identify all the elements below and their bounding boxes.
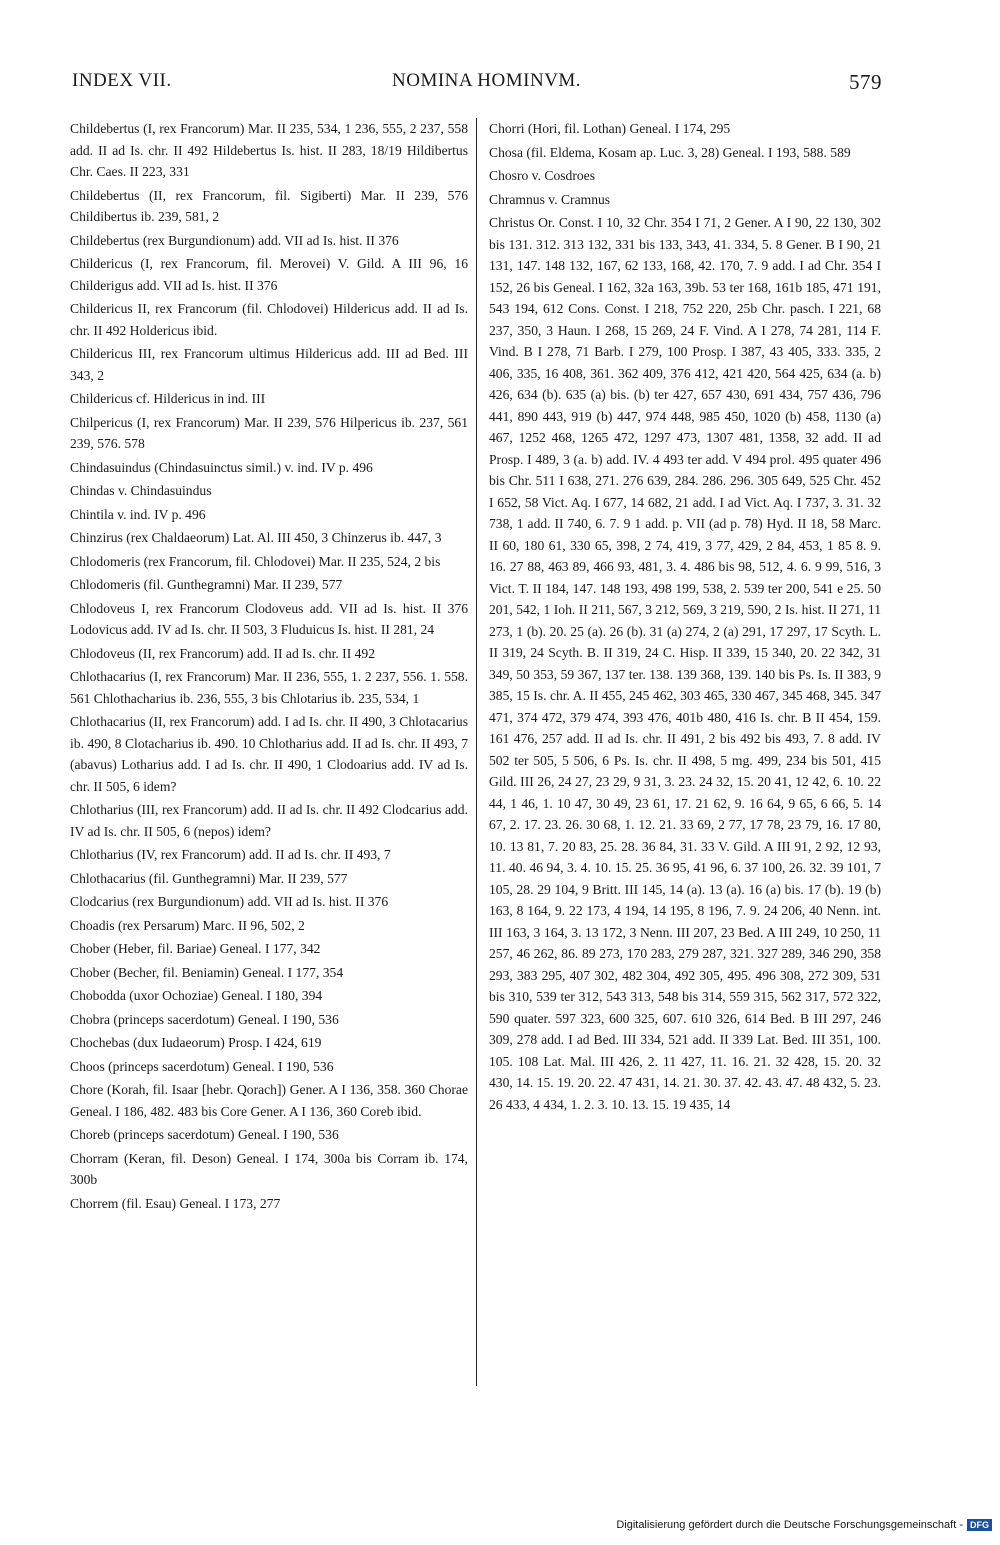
index-entry: Childericus cf. Hildericus in ind. III <box>70 391 266 406</box>
index-entry: Choadis (rex Persarum) Marc. II 96, 502, 2 <box>70 917 305 933</box>
footer <box>616 1519 992 1531</box>
index-entry: Chlodomeris (fil. Gunthegramni) Mar. II 239, 577 <box>70 577 343 592</box>
index-entry: Choreb (princeps sacerdotum) Geneal. I 190, 536 <box>70 1127 339 1142</box>
index-entry: Chorrem (fil. Esau) Geneal. I 173, 277 <box>70 1195 281 1211</box>
index-entry: Chlodomeris (rex Francorum, fil. Chlodovei) Mar. II 235, 524, 2 bis <box>70 553 441 569</box>
index-entry: Chindas v. Chindasuindus <box>70 483 212 498</box>
index-entry: Chochebas (dux Iudaeorum) Prosp. I 424, 619 <box>70 1035 322 1050</box>
index-entry: Chlothacarius (II, rex Francorum) add. I ad Is. chr. II 490, 3 Chlotacarius ib. 490, 8 Clotacharius ib. 490. 10 Chlotharius add. II ad Is. chr. II 493, 7 (abavus) Lotharius add. I ad Is. chr. II 490, 1 Clodoarius add. IV ad Is. chr. II 505, 6 idem? <box>70 714 468 794</box>
right-column <box>489 118 881 1117</box>
index-entry: Childebertus (II, rex Francorum, fil. Sigiberti) Mar. II 239, 576 Childibertus ib. 239, 581, 2 <box>70 187 468 224</box>
footer-credit: Digitalisierung gefördert durch die Deutsche Forschungsgemeinschaft - <box>616 1519 963 1531</box>
index-entry: Chobodda (uxor Ochoziae) Geneal. I 180, 394 <box>70 988 323 1003</box>
index-entry: Christus Or. Const. I 10, 32 Chr. 354 I 71, 2 Gener. A I 90, 22 130, 302 bis 131. 312. 313 132, 331 bis 133, 343, 41. 334, 5. 8 Gener. B I 90, 21 131, 147. 148 132, 167, 62 133, 168, 42. 170, 7. 9 add. I ad Chr. 354 I 152, 26 bis Geneal. I 162, 32a 163, 39b. 53 ter 168, 161b 185, 471 191, 543 194, 612 Cons. Const. I 218, 752 220, 25b Chr. pasch. I 221, 68 237, 350, 3 Haun. I 268, 15 269, 24 F. Vind. A I 278, 74 281, 114 F. Vind. B I 278, 71 Barb. I 279, 100 Prosp. I 387, 43 405, 333. 335, 2 406, 335, 16 408, 361. 362 409, 376 412, 421 420, 564 425, 634 (a. b) 426, 634 (b). 635 (a) bis. (b) ter 427, 657 430, 691 434, 757 436, 796 441, 890 443, 919 (b) 447, 974 448, 985 450, 1020 (b) 458, 1130 (a) 467, 1252 468, 1265 472, 1297 473, 1307 481, 1358, 32 add. II ad Prosp. I 489, 3 (a. b) add. IV. 4 493 ter add. V 494 prol. 495 quater 496 bis Chr. 511 I 638, 271. 276 639, 284. 286. 296. 305 649, 525 Chr. 452 I 652, 58 Vict. Aq. I 677, 14 682, 21 add. I ad Vict. Aq. I 737, 3. 31. 32 738, 1 add. II 740, 6. 7. 9 1 add. p. VII (ad p. 78) Hyd. II 18, 58 Marc. II 60, 180 61, 330 65, 398, 2 74, 419, 3 77, 429, 2 84, 453, 1 85 8. 9. 16. 27 88, 463 89, 466 93, 481, 3. 4. 486 bis 98, 512, 4. 6. 9 99, 516, 3 Vict. T. II 184, 147. 148 193, 498 199, 538, 2. 539 ter 200, 541 e 25. 50 201, 542, 1 Ioh. II 211, 567, 3 212, 569, 3 219, 590, 2 Is. hist. II 271, 11 273, 1 (b). 20. 25 (a). 26 (b). 31 (a) 274, 2 (a) 291, 17 297, 17 Scyth. L. II 319, 24 Scyth. B. II 319, 24 C. Hisp. II 339, 15 340, 20. 22 342, 31 349, 50 353, 59 367, 137 ter. 138. 139 368, 139. 140 bis Ps. Is. II 383, 9 385, 15 Is. chr. A. II 455, 245 462, 303 465, 330 467, 345 468, 345. 347 471, 374 472, 379 474, 393 476, 401b 480, 416 Is. chr. B II 454, 159. 161 476, 257 add. II ad Is. chr. II 491, 2 bis 492 bis 493, 7. 8 add. IV 502 ter 505, 5 506, 6 Ps. Is. chr. II 498, 5 mg. 499, 234 bis 501, 415 Gild. III 26, 24 27, 23 29, 9 31, 3. 23. 24 32, 15. 20 41, 12 42, 6. 10. 22 44, 1 46, 1. 10 47, 30 49, 23 61, 17. 21 62, 9. 16 64, 9 65, 6 66, 5. 14 67, 2. 17. 23. 26. 30 68, 1. 12. 21. 33 69, 2 77, 17 78, 23 79, 16. 17 80, 10. 13 81, 7. 20 83, 25. 28. 36 84, 31. 33 V. Gild. A III 91, 2 92, 12 93, 11. 40. 46 94, 3. 4. 10. 15. 25. 36 95, 41 96, 6. 37 100, 26. 32. 39 101, 7 105, 28. 29 104, 9 Britt. III 145, 14 (a). 13 (a). 16 (a) bis. 17 (b). 19 (b) 163, 8 164, 9. 22 173, 4 194, 14 195, 8 196, 7. 9. 24 206, 40 Nenn. int. III 163, 3 164, 3. 13 172, 3 Nenn. III 207, 23 Bed. A III 249, 10 250, 11 257, 46 262, 86. 89 273, 170 283, 279 287, 321. 327 289, 346 290, 358 293, 383 295, 407 302, 482 304, 492 305, 495. 496 308, 272 309, 531 bis 310, 539 ter 312, 543 313, 548 bis 314, 559 315, 562 317, 572 322, 590 quater. 597 323, 600 325, 607. 610 326, 614 Bed. B III 297, 246 309, 278 add. I ad Bed. III 334, 521 add. II 339 Lat. Bed. III 351, 100. 105. 108 Lat. Mal. III 426, 2. 11 427, 11. 16. 21. 32 428, 15. 20. 32 430, 14. 15. 19. 20. 22. 47 431, 14. 21. 30. 37. 42. 43. 47. 48 432, 5. 23. 26 433, 4 434, 1. 2. 3. 10. 13. 15. 19 435, 14 <box>489 215 881 1112</box>
index-label: INDEX VII. <box>72 70 172 91</box>
index-entry: Chindasuindus (Chindasuinctus simil.) v. ind. IV p. 496 <box>70 459 373 475</box>
index-entry: Chramnus v. Cramnus <box>489 191 611 207</box>
index-entry: Chlodoveus I, rex Francorum Clodoveus add. VII ad Is. hist. II 376 Lodovicus add. IV ad Is. chr. II 503, 3 Fluduicus Is. hist. II 281, 24 <box>70 600 468 637</box>
dfg-logo: DFG <box>967 1519 992 1531</box>
index-entry: Chosro v. Cosdroes <box>489 168 595 183</box>
index-entry: Chosa (fil. Eldema, Kosam ap. Luc. 3, 28) Geneal. I 193, 588. 589 <box>489 144 851 160</box>
index-entry: Clodcarius (rex Burgundionum) add. VII ad Is. hist. II 376 <box>70 894 389 909</box>
index-entry: Childebertus (rex Burgundionum) add. VII ad Is. hist. II 376 <box>70 232 399 248</box>
index-entry: Chlotharius (IV, rex Francorum) add. II ad Is. chr. II 493, 7 <box>70 847 391 862</box>
index-entry: Chobra (princeps sacerdotum) Geneal. I 190, 536 <box>70 1011 339 1027</box>
index-entry: Childericus (I, rex Francorum, fil. Merovei) V. Gild. A III 96, 16 Childerigus add. VII ad Is. hist. II 376 <box>70 256 468 293</box>
index-entry: Chinzirus (rex Chaldaeorum) Lat. Al. III 450, 3 Chinzerus ib. 447, 3 <box>70 530 442 545</box>
index-entry: Chlodoveus (II, rex Francorum) add. II ad Is. chr. II 492 <box>70 645 376 661</box>
running-header <box>72 70 882 100</box>
index-entry: Chlotharius (III, rex Francorum) add. II ad Is. chr. II 492 Clodcarius add. IV ad Is. chr. II 505, 6 (nepos) idem? <box>70 802 468 839</box>
index-entry: Chlothacarius (fil. Gunthegramni) Mar. II 239, 577 <box>70 870 348 886</box>
index-entry: Chorram (Keran, fil. Deson) Geneal. I 174, 300a bis Corram ib. 174, 300b <box>70 1150 468 1187</box>
page-title: NOMINA HOMINVM. <box>392 70 582 91</box>
page-number: 579 <box>849 70 882 94</box>
index-entry: Choos (princeps sacerdotum) Geneal. I 190, 536 <box>70 1058 334 1074</box>
index-entry: Chlothacarius (I, rex Francorum) Mar. II 236, 555, 1. 2 237, 556. 1. 558. 561 Chlothacharius ib. 236, 555, 3 bis Chlotarius ib. 235, 534, 1 <box>70 669 468 706</box>
index-entry: Chintila v. ind. IV p. 496 <box>70 506 206 522</box>
index-entry: Chorri (Hori, fil. Lothan) Geneal. I 174, 295 <box>489 121 731 136</box>
index-entry: Childericus II, rex Francorum (fil. Chlodovei) Hildericus add. II ad Is. chr. II 492 Holdericus ibid. <box>70 301 468 338</box>
index-entry: Chilpericus (I, rex Francorum) Mar. II 239, 576 Hilpericus ib. 237, 561 239, 576. 578 <box>70 414 468 451</box>
index-entry: Chore (Korah, fil. Isaar [hebr. Qorach]) Gener. A I 136, 358. 360 Chorae Geneal. I 186, 482. 483 bis Core Gener. A I 136, 360 Coreb ibid. <box>70 1082 468 1119</box>
left-column <box>70 118 468 1216</box>
index-entry: Chober (Becher, fil. Beniamin) Geneal. I 177, 354 <box>70 964 344 980</box>
column-divider <box>476 118 477 1386</box>
index-entry: Childebertus (I, rex Francorum) Mar. II 235, 534, 1 236, 555, 2 237, 558 add. II ad Is. chr. II 492 Hildebertus Is. hist. II 283, 18/19 Hildibertus Chr. Caes. II 223, 331 <box>70 121 468 179</box>
index-entry: Childericus III, rex Francorum ultimus Hildericus add. III ad Bed. III 343, 2 <box>70 346 468 383</box>
index-entry: Chober (Heber, fil. Bariae) Geneal. I 177, 342 <box>70 941 321 956</box>
